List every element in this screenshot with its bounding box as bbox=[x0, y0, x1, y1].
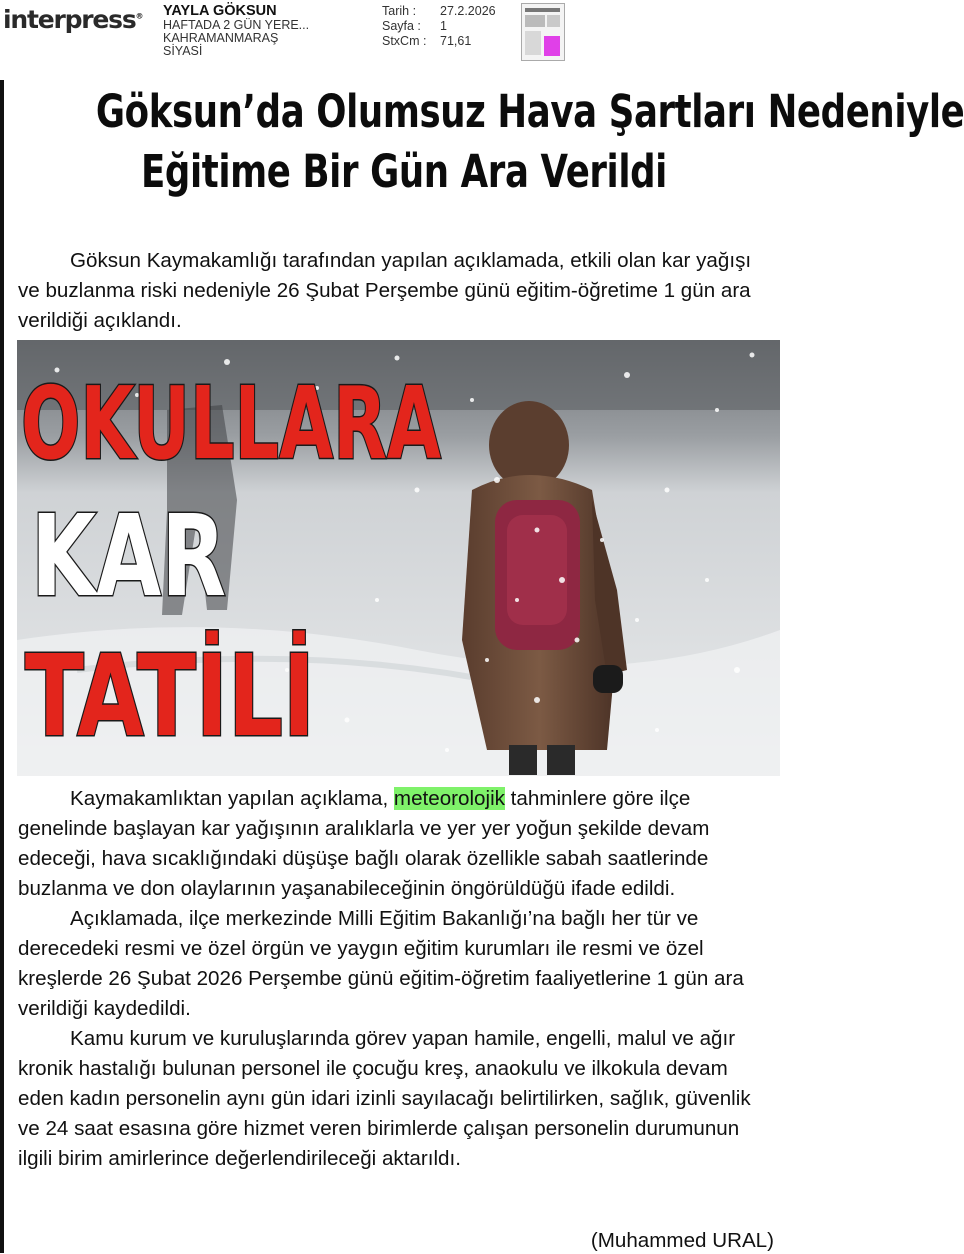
article-headline bbox=[95, 82, 964, 202]
lede-paragraph: Göksun Kaymakamlığı tarafından yapılan açıklamada, etkili olan kar yağışı ve buzlanma riski nedeniyle 26 Şubat Perşembe günü eğitim-öğretime 1 gün ara verildiği açıklandı. bbox=[18, 249, 752, 332]
publication-category: SİYASİ bbox=[163, 44, 203, 58]
publication-city: KAHRAMANMARAŞ bbox=[163, 31, 279, 45]
photo-text-kar: KAR bbox=[31, 492, 226, 622]
column-rule bbox=[0, 80, 4, 1253]
publication-frequency: HAFTADA 2 GÜN YERE... bbox=[163, 18, 310, 32]
date-value: 27.2.2026 bbox=[440, 4, 496, 18]
size-value: 71,61 bbox=[440, 34, 472, 48]
body-paragraph-1: Kaymakamlıktan yapılan açıklama, meteorolojik tahminlere göre ilçe genelinde başlayan kar yağışının aralıklarla ve yer yer yoğun şekilde devam edeceği, hava sıcaklığındaki düşüşe bağlı olarak özellikle sabah saatlerinde buzlanma ve don olaylarının yaşanabileceğinin öngörüldüğü ifade edildi. bbox=[18, 787, 710, 900]
page-value: 1 bbox=[440, 19, 447, 33]
publication-name: YAYLA GÖKSUN bbox=[163, 3, 277, 19]
highlighted-keyword: meteorolojik bbox=[393, 787, 505, 810]
interpress-logo: interpress® bbox=[3, 5, 144, 34]
date-label: Tarih : bbox=[382, 4, 417, 18]
headline-line-2: Eğitime Bir Gün Ara Verildi bbox=[141, 145, 667, 198]
photo-text-tatili: TATİLİ bbox=[25, 632, 402, 762]
article-lede bbox=[18, 246, 778, 336]
clipping-header bbox=[0, 0, 831, 70]
publication-info bbox=[163, 4, 309, 58]
article-body bbox=[18, 784, 778, 1174]
body-paragraph-2: Açıklamada, ilçe merkezinde Milli Eğitim Bakanlığı’na bağlı her tür ve derecedeki resmi ve özel örgün ve yaygın eğitim kurumları ile resmi ve özel kreşlerde 26 Şubat 2026 Perşembe günü eğitim-öğretim faaliyetlerine 1 gün ara verildiği kaydedildi. bbox=[18, 907, 744, 1020]
body-paragraph-3: Kamu kurum ve kuruluşlarında görev yapan hamile, engelli, malul ve ağır kronik hastalığı bulunan personel ile çocuğu kreş, anaokulu ve ilkokula devam eden kadın personelin aynı gün idari izinli sayılacağı belirtilirken, sağlık, güvenlik ve 24 saat esasına göre hizmet veren birimlerde çalışan personelin durumunun ilgili birim amirlerince değerlendirileceği aktarıldı. bbox=[18, 1027, 751, 1170]
page-thumbnail[interactable] bbox=[521, 3, 565, 61]
author-byline: (Muhammed URAL) bbox=[590, 1229, 774, 1252]
headline-line-1: Göksun’da Olumsuz Hava Şartları Nedeniyle bbox=[95, 85, 964, 138]
size-label: StxCm : bbox=[382, 34, 427, 48]
photo-text-okullara: OKULLARA bbox=[21, 365, 441, 482]
article-photo bbox=[17, 340, 780, 776]
page-label: Sayfa : bbox=[382, 19, 421, 33]
clip-meta bbox=[382, 4, 496, 49]
